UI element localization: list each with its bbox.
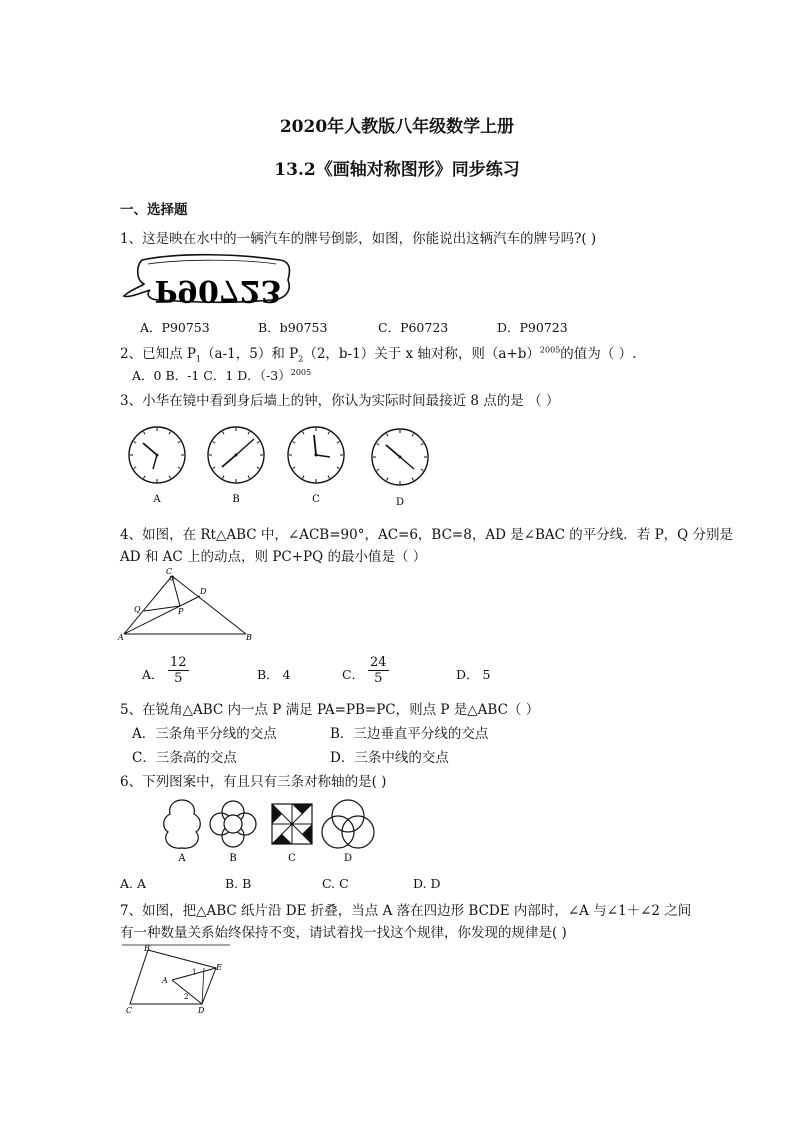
clock-d: [372, 429, 428, 485]
q1-option-a: A．P90753: [140, 320, 210, 335]
q2-options: A．0 B．-1 C．1 D．$(-3)^{2005}$: [132, 367, 312, 383]
svg-text:D: D: [200, 587, 207, 596]
q4-option-c-fraction: $\frac{24}{5}$: [370, 655, 387, 686]
svg-text:E: E: [216, 963, 222, 972]
q4-option-a-fraction: $\frac{12}{5}$: [170, 655, 187, 686]
svg-text:D: D: [198, 1006, 205, 1015]
svg-text:B: B: [144, 944, 150, 953]
q6-option-a: A. A: [120, 876, 147, 891]
question-5-text: 5、在锐角△ABC 内一点 P 满足 PA=PB=PC，则点 P 是△ABC（ ）: [120, 702, 540, 718]
svg-text:P: P: [178, 607, 184, 616]
q4-option-a-label: A．: [142, 667, 164, 682]
document-title: 2020年人教版八年级数学上册: [279, 117, 515, 137]
q1-option-b: B．b90753: [258, 320, 328, 335]
question-1-text: 1、这是映在水中的一辆汽车的牌号倒影，如图，你能说出这辆汽车的牌号吗?( ): [120, 231, 597, 247]
svg-text:B: B: [246, 633, 252, 642]
question-7-line-2: 有一种数量关系始终保持不变，请试着找一找这个规律，你发现的规律是( ): [120, 925, 567, 941]
question-4-line-2: AD 和 AC 上的动点，则 PC+PQ 的最小值是（ ）: [120, 549, 427, 565]
question-6-text: 6、下列图案中，有且只有三条对称轴的是( ): [120, 774, 387, 790]
reflected-plate-number: P90723: [154, 273, 282, 308]
q4-option-b: B． 4: [257, 667, 291, 682]
q6-option-b: B. B: [225, 876, 252, 891]
svg-text:A: A: [178, 853, 186, 864]
q4-option-c-label: C．: [342, 667, 365, 682]
symmetry-patterns-figure: [150, 796, 380, 864]
q6-option-d: D. D: [413, 876, 441, 891]
svg-text:1: 1: [192, 968, 197, 976]
svg-text:A: A: [118, 633, 124, 642]
clock-label-d: D: [395, 497, 405, 508]
q6-option-c: C. C: [322, 876, 349, 891]
q4-option-d: D． 5: [456, 667, 491, 682]
svg-text:C: C: [166, 568, 173, 576]
clock-label-b: B: [232, 494, 240, 505]
clocks-figure: [120, 415, 440, 515]
svg-text:Q: Q: [134, 605, 141, 614]
svg-text:A: A: [162, 976, 168, 985]
clock-b: [208, 427, 264, 483]
question-2-text: 2、已知点 $P_1(a-1$，5）和 $P_2(2$，b-1）关于 x 轴对称，则$(a+b)^{2005}$的值为（ ）.: [120, 345, 637, 364]
document-subtitle: 13.2《画轴对称图形》同步练习: [274, 160, 520, 180]
clock-label-a: A: [153, 494, 161, 505]
folded-triangle-figure: [118, 942, 234, 1016]
q5-option-c: C．三条高的交点: [132, 750, 237, 766]
svg-text:C: C: [288, 853, 296, 864]
license-plate-reflection-figure: [120, 250, 292, 308]
question-7-line-1: 7、如图，把△ABC 纸片沿 DE 折叠，当点 A 落在四边形 BCDE 内部时，∠A 与∠1＋∠2 之间: [120, 903, 692, 919]
svg-text:C: C: [126, 1006, 133, 1015]
q1-option-d: D．P90723: [497, 320, 568, 335]
svg-text:B: B: [229, 853, 237, 864]
q5-option-b: B．三边垂直平分线的交点: [330, 726, 489, 742]
question-3-text: 3、小华在镜中看到身后墙上的钟，你认为实际时间最接近 8 点的是 （ ）: [120, 393, 560, 409]
q5-option-a: A．三条角平分线的交点: [132, 726, 277, 742]
triangle-abc-figure: [116, 568, 260, 642]
svg-text:D: D: [343, 853, 353, 864]
q1-option-c: C．P60723: [378, 320, 449, 335]
clock-a: [129, 427, 185, 483]
section-heading: 一、选择题: [120, 202, 188, 218]
svg-text:2: 2: [184, 993, 189, 1001]
clock-label-c: C: [312, 494, 320, 505]
question-4-line-1: 4、如图，在 Rt△ABC 中，∠ACB=90°，AC=6，BC=8，AD 是∠BAC 的平分线．若 P，Q 分别是: [120, 527, 734, 543]
clock-c: [288, 427, 344, 483]
q5-option-d: D．三条中线的交点: [330, 750, 449, 766]
